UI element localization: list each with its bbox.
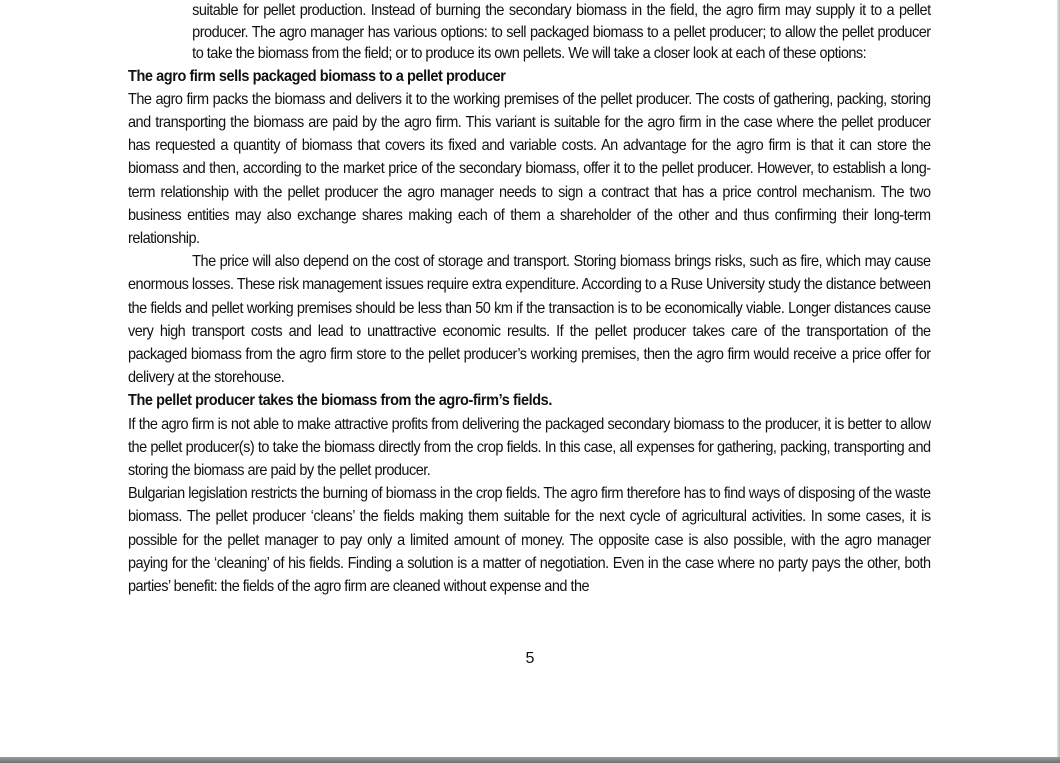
document-content (128, 0, 931, 598)
paragraph-price-storage-transport: The price will also depend on the cost of storage and transport. Storing biomass brings risks, such as fire, which may cause enormous losses. These risk management issues require extra expenditure. According to a Ruse University study the distance between the fields and pellet working premises should be less than 50 km if the transaction is to be economically viable. Longer distances cause very high transport costs and lead to unattractive economic results. If the pellet producer takes care of the transportation of the packaged biomass from the agro firm store to the pellet producer’s working premises, then the agro firm would receive a price offer for delivery at the storehouse. (128, 253, 931, 387)
section-heading-producer-takes-biomass: The pellet producer takes the biomass from the agro-firm’s fields. (128, 392, 552, 410)
viewer-bottom-edge (0, 757, 1060, 763)
page-number: 5 (525, 650, 535, 667)
document-text (128, 0, 931, 598)
paragraph-attractive-profits: If the agro firm is not able to make attractive profits from delivering the packaged secondary biomass to the producer, it is better to allow the pellet producer(s) to take the biomass directly from the crop fields. In this case, all expenses for gathering, packing, transporting and storing the biomass are paid by the pellet producer. (128, 415, 931, 479)
section-heading-sells-packaged-biomass: The agro firm sells packaged biomass to a pellet producer (128, 67, 506, 85)
paragraph-bulgarian-legislation: Bulgarian legislation restricts the burning of biomass in the crop fields. The agro firm therefore has to find ways of disposing of the waste biomass. The pellet producer ‘cleans’ the fields making them suitable for the next cycle of agricultural activities. In some cases, it is possible for the pellet manager to pay only a limited amount of money. The opposite case is also possible, with the agro manager paying for the ‘cleaning’ of his fields. Finding a solution is a matter of negotiation. Even in the case where no party pays the other, both parties’ benefit: the fields of the agro firm are cleaned without expense and the (128, 485, 931, 595)
paragraph-packs-biomass: The agro firm packs the biomass and delivers it to the working premises of the pellet producer. The costs of gathering, packing, storing and transporting the biomass are paid by the agro firm. This variant is suitable for the agro firm in the case where the pellet producer has requested a quantity of biomass that covers its fixed and variable costs. An advantage for the agro firm is that it can store the biomass and then, according to the market price of the secondary biomass, offer it to the pellet producer. However, to establish a long-term relationship with the pellet producer the agro manager needs to sign a contract that has a price control mechanism. The two business entities may also exchange shares making each of them a shareholder of the other and thus confirming their long-term relationship. (128, 90, 931, 247)
intro-paragraph: suitable for pellet production. Instead of burning the secondary biomass in the field, the agro firm may supply it to a pellet producer. The agro manager has various options: to sell packaged biomass to a pellet producer; to allow the pellet producer to take the biomass from the field; or to produce its own pellets. We will take a closer look at each of these options: (192, 2, 931, 62)
